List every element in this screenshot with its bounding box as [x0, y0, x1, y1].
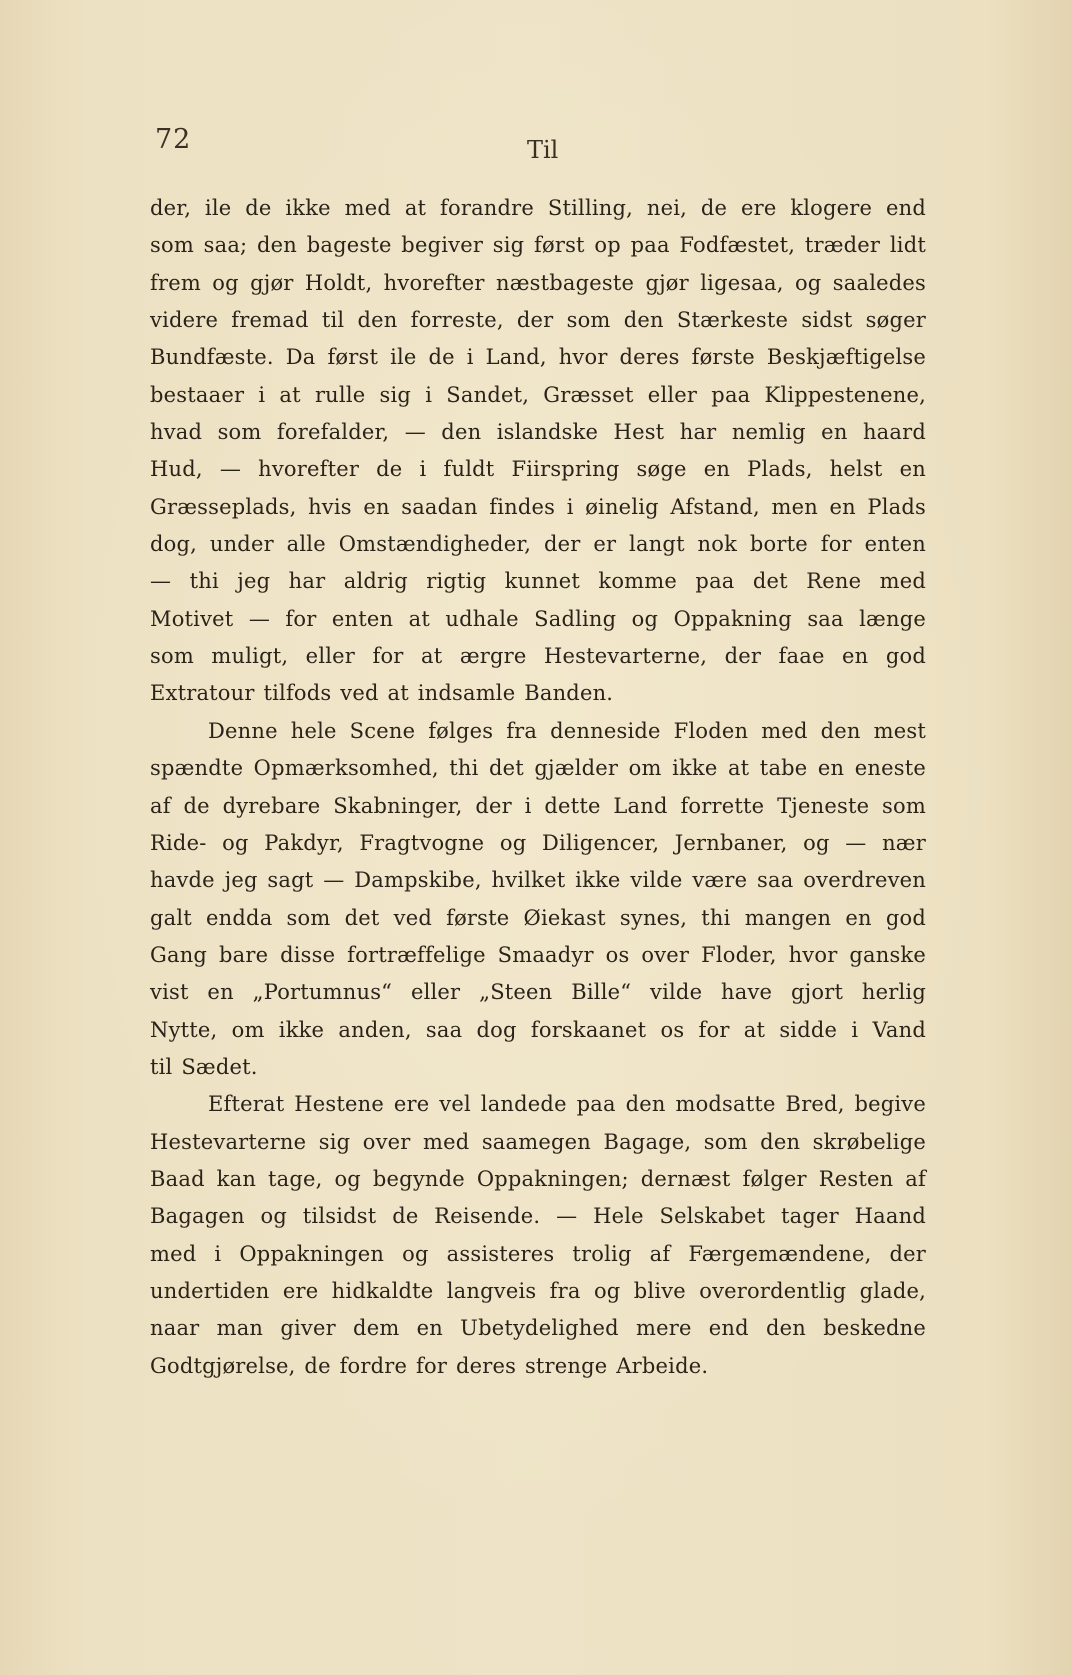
page-number: 72: [155, 124, 192, 155]
text-line: Græsseplads, hvis en saadan findes i øinelig Afstand, men en Plads: [150, 494, 926, 519]
text-line: Bundfæste. Da først ile de i Land, hvor deres første Beskjæftigelse: [150, 345, 926, 370]
text-line: med i Oppakningen og assisteres trolig af Færgemændene, der: [150, 1241, 926, 1266]
text-line: Baad kan tage, og begynde Oppakningen; dernæst følger Resten af: [150, 1166, 926, 1191]
text-line: Motivet — for enten at udhale Sadling og Oppakning saa længe: [150, 606, 926, 631]
text-line: Ride- og Pakdyr, Fragtvogne og Diligencer, Jernbaner, og — nær: [150, 830, 926, 855]
text-line: Denne hele Scene følges fra denneside Floden med den mest: [208, 718, 926, 743]
text-line: Extratour tilfods ved at indsamle Banden.: [150, 681, 614, 706]
text-line: frem og gjør Holdt, hvorefter næstbageste gjør ligesaa, og saaledes: [150, 270, 926, 295]
text-line: undertiden ere hidkaldte langveis fra og blive overordentlig glade,: [150, 1278, 926, 1303]
text-line: Nytte, om ikke anden, saa dog forskaanet os for at sidde i Vand: [150, 1017, 926, 1042]
running-head: Til: [527, 136, 559, 164]
text-line: Efterat Hestene ere vel landede paa den modsatte Bred, begive: [208, 1092, 926, 1117]
text-line: galt endda som det ved første Øiekast synes, thi mangen en god: [150, 905, 926, 930]
text-line: Gang bare disse fortræffelige Smaadyr os over Floder, hvor ganske: [150, 942, 926, 967]
text-line: Hud, — hvorefter de i fuldt Fiirspring søge en Plads, helst en: [150, 457, 926, 482]
text-line: spændte Opmærksomhed, thi det gjælder om ikke at tabe en eneste: [150, 756, 926, 781]
text-line: som saa; den bageste begiver sig først op paa Fodfæstet, træder lidt: [150, 233, 926, 258]
text-line: vist en „Portumnus“ eller „Steen Bille“ vilde have gjort herlig: [150, 980, 926, 1005]
text-line: af de dyrebare Skabninger, der i dette Land forrette Tjeneste som: [150, 793, 926, 818]
text-line: naar man giver dem en Ubetydelighed mere end den beskedne: [150, 1316, 926, 1341]
text-line: Godtgjørelse, de fordre for deres strenge Arbeide.: [150, 1353, 709, 1378]
text-line: hvad som forefalder, — den islandske Hest har nemlig en haard: [150, 420, 926, 445]
text-line: — thi jeg har aldrig rigtig kunnet komme paa det Rene med: [150, 569, 926, 594]
text-line: der, ile de ikke med at forandre Stilling, nei, de ere klogere end: [150, 196, 926, 220]
text-line: bestaaer i at rulle sig i Sandet, Græsset eller paa Klippestenene,: [150, 382, 926, 407]
text-line: videre fremad til den forreste, der som den Stærkeste sidst søger: [150, 308, 926, 333]
text-line: som muligt, eller for at ærgre Hestevarterne, der faae en god: [150, 644, 926, 669]
text-line: til Sædet.: [150, 1054, 258, 1079]
text-line: Bagagen og tilsidst de Reisende. — Hele Selskabet tager Haand: [150, 1204, 926, 1229]
body-text: [150, 190, 926, 1385]
text-line: Hestevarterne sig over med saamegen Bagage, som den skrøbelige: [150, 1129, 926, 1154]
text-line: dog, under alle Omstændigheder, der er langt nok borte for enten: [150, 532, 926, 557]
text-line: havde jeg sagt — Dampskibe, hvilket ikke vilde være saa overdreven: [150, 868, 926, 893]
